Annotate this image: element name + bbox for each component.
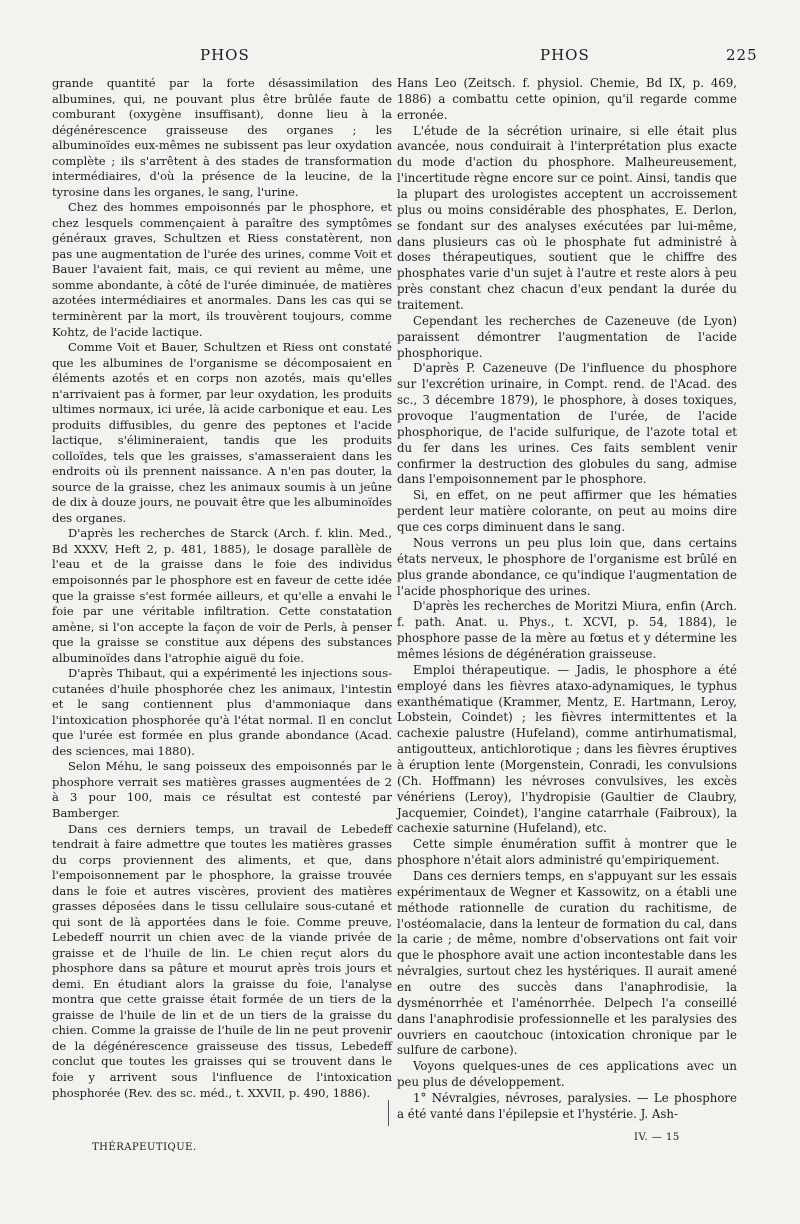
paragraph: Si, en effet, on ne peut affirmer que les hématies perdent leur matière colorante, on peut au moins dire que ces corps diminuent dans le sang. [397,488,737,535]
paragraph: Selon Méhu, le sang poisseux des empoisonnés par le phosphore verrait ses matières grasses augmentées de 2 à 3 pour 100, mais ce résultat est contesté par Bamberger. [52,759,392,820]
paragraph: Voyons quelques-unes de ces applications avec un peu plus de développement. [397,1059,737,1090]
column-rule [388,1100,389,1126]
paragraph: Cette simple énumération suffit à montrer que le phosphore n'était alors administré qu'empiriquement. [397,837,737,868]
paragraph: L'étude de la sécrétion urinaire, si elle était plus avancée, nous conduirait à l'interprétation plus exacte du mode d'action du phosphore. Malheureusement, l'incertitude règne encore sur ce point. Ainsi, tandis que la plupart des urologistes acceptent un accroissement plus ou moins considérable des phosphates, E. Derlon, se fondant sur des analyses exécutées par lui-même, dans plusieurs cas où le phosphate fut administré à doses thérapeutiques, soutient que le chiffre des phosphates varie d'un sujet à l'autre et reste alors à peu près constant chez chacun d'eux pendant la durée du traitement. [397,123,737,313]
running-head-right: PHOS [540,46,590,64]
signature-right: IV. — 15 [634,1132,680,1143]
paragraph: Comme Voit et Bauer, Schultzen et Riess ont constaté que les albumines de l'organisme se décomposaient en éléments azotés et en corps non azotés, mais qu'elles n'arrivaient pas à former, par leur oxydation, les produits ultimes normaux, ici urée, là acide carbonique et eau. Les produits diffusibles, du genre des peptones et l'acide lactique, s'élimineraient, tandis que les produits colloïdes, tels que les graisses, s'amasseraient dans les endroits où ils prennent naissance. A n'en pas douter, la source de la graisse, chez les animaux soumis à un jeûne de dix à douze jours, ne pouvait être que les albuminoïdes des organes. [52,340,392,525]
left-column [52,76,392,1101]
paragraph: Emploi thérapeutique. — Jadis, le phosphore a été employé dans les fièvres ataxo-adynamiques, le typhus exanthématique (Krammer, Mentz, E. Hartmann, Leroy, Lobstein, Coindet) ; les fièvres intermittentes et la cachexie palustre (Hufeland), comme antirhumatismal, antigoutteux, antichlorotique ; dans les fièvres éruptives à éruption lente (Morgenstein, Conradi, les convulsions (Ch. Hoffmann) les névroses convulsives, les excès vénériens (Leroy), l'hydropisie (Gaultier de Claubry, Jacquemier, Coindet), l'angine catarrhale (Faibroux), la cachexie saturnine (Hufeland), etc. [397,662,737,836]
paragraph: D'après P. Cazeneuve (De l'influence du phosphore sur l'excrétion urinaire, in Compt. rend. de l'Acad. des sc., 3 décembre 1879), le phosphore, à doses toxiques, provoque l'augmentation de l'urée, de l'acide phosphorique, de l'acide sulfurique, de l'azote total et du fer dans les urines. Ces faits semblent venir confirmer la destruction des globules du sang, admise dans l'empoisonnement par le phosphore. [397,361,737,487]
paragraph: Chez des hommes empoisonnés par le phosphore, et chez lesquels commençaient à paraître des symptômes généraux graves, Schultzen et Riess constatèrent, non pas une augmentation de l'urée des urines, comme Voit et Bauer l'avaient fait, mais, ce qui revient au même, une somme abondante, à côté de l'urée diminuée, de matières azotées intermédiaires et anormales. Dans les cas qui se terminèrent par la mort, ils trouvèrent toujours, comme Kohtz, de l'acide lactique. [52,200,392,339]
signature-left: THÉRAPEUTIQUE. [92,1142,197,1153]
paragraph: Hans Leo (Zeitsch. f. physiol. Chemie, Bd IX, p. 469, 1886) a combattu cette opinion, qu'il regarde comme erronée. [397,76,737,122]
running-head-left: PHOS [200,46,250,64]
paragraph: Nous verrons un peu plus loin que, dans certains états nerveux, le phosphore de l'organisme est brûlé en plus grande abondance, ce qu'indique l'augmentation de l'acide phosphorique des urines. [397,535,737,598]
paragraph: grande quantité par la forte désassimilation des albumines, qui, ne pouvant plus être brûlée faute de comburant (oxygène insuffisant), donne lieu à la dégénérescence graisseuse des organes ; les albuminoïdes eux-mêmes ne subissent pas leur oxydation complète ; ils s'arrêtent à des stades de transformation intermédiaires, d'où la présence de la leucine, de la tyrosine dans les organes, le sang, l'urine. [52,76,392,199]
paragraph: D'après les recherches de Starck (Arch. f. klin. Med., Bd XXXV, Heft 2, p. 481, 1885), le dosage parallèle de l'eau et de la graisse dans le foie des individus empoisonnés par le phosphore est en faveur de cette idée que la graisse s'est formée ailleurs, et qu'elle a envahi le foie par une véritable infiltration. Cette constatation amène, si l'on accepte la façon de voir de Perls, à penser que la graisse se constitue aux dépens des substances albuminoïdes dans l'atrophie aiguë du foie. [52,526,392,665]
paragraph: D'après Thibaut, qui a expérimenté les injections sous-cutanées d'huile phosphorée chez les animaux, l'intestin et le sang contiennent plus d'ammoniaque dans l'intoxication phosphorée qu'à l'état normal. Il en conclut que l'urée est formée en plus grande abondance (Acad. des sciences, mai 1880). [52,666,392,758]
paragraph: 1° Névralgies, névroses, paralysies. — Le phosphore a été vanté dans l'épilepsie et l'hystérie. J. Ash- [397,1091,737,1121]
paragraph: Dans ces derniers temps, en s'appuyant sur les essais expérimentaux de Wegner et Kassowitz, on a établi une méthode rationnelle de curation du rachitisme, de l'ostéomalacie, dans la lenteur de formation du cal, dans la carie ; de même, nombre d'observations ont fait voir que le phosphore avait une action incontestable dans les névralgies, surtout chez les hystériques. Il aurait amené en outre des succès dans l'anaphrodisie, la dysménorrhée et l'aménorrhée. Delpech l'a conseillé dans l'anaphrodisie professionnelle et les paralysies des ouvriers en caoutchouc (intoxication chronique par le sulfure de carbone). [397,868,737,1058]
paragraph: Dans ces derniers temps, un travail de Lebedeff tendrait à faire admettre que toutes les matières grasses du corps proviennent des aliments, et que, dans l'empoisonnement par le phosphore, la graisse trouvée dans le foie et autres viscères, provient des matières grasses déposées dans le tissu cellulaire sous-cutané et qui sont de là apportées dans le foie. Comme preuve, Lebedeff nourrit un chien avec de la viande privée de graisse et de l'huile de lin. Le chien reçut alors du phosphore dans sa pâture et mourut après trois jours et demi. En étudiant alors la graisse du foie, l'analyse montra que cette graisse était formée de un tiers de la graisse de l'huile de lin et de un tiers de la graisse du chien. Comme la graisse de l'huile de lin ne peut provenir de la dégénérescence graisseuse des tissus, Lebedeff conclut que toutes les graisses qui se trouvent dans le foie y arrivent sous l'influence de l'intoxication phosphorée (Rev. des sc. méd., t. XXVII, p. 490, 1886). [52,821,392,1100]
paragraph: D'après les recherches de Moritzi Miura, enfin (Arch. f. path. Anat. u. Phys., t. XCVI, p. 54, 1884), le phosphore passe de la mère au fœtus et y détermine les mêmes lésions de dégénération graisseuse. [397,599,737,661]
right-column [397,76,737,1123]
page-number: 225 [726,46,758,64]
paragraph: Cependant les recherches de Cazeneuve (de Lyon) paraissent démontrer l'augmentation de l'acide phosphorique. [397,313,737,360]
